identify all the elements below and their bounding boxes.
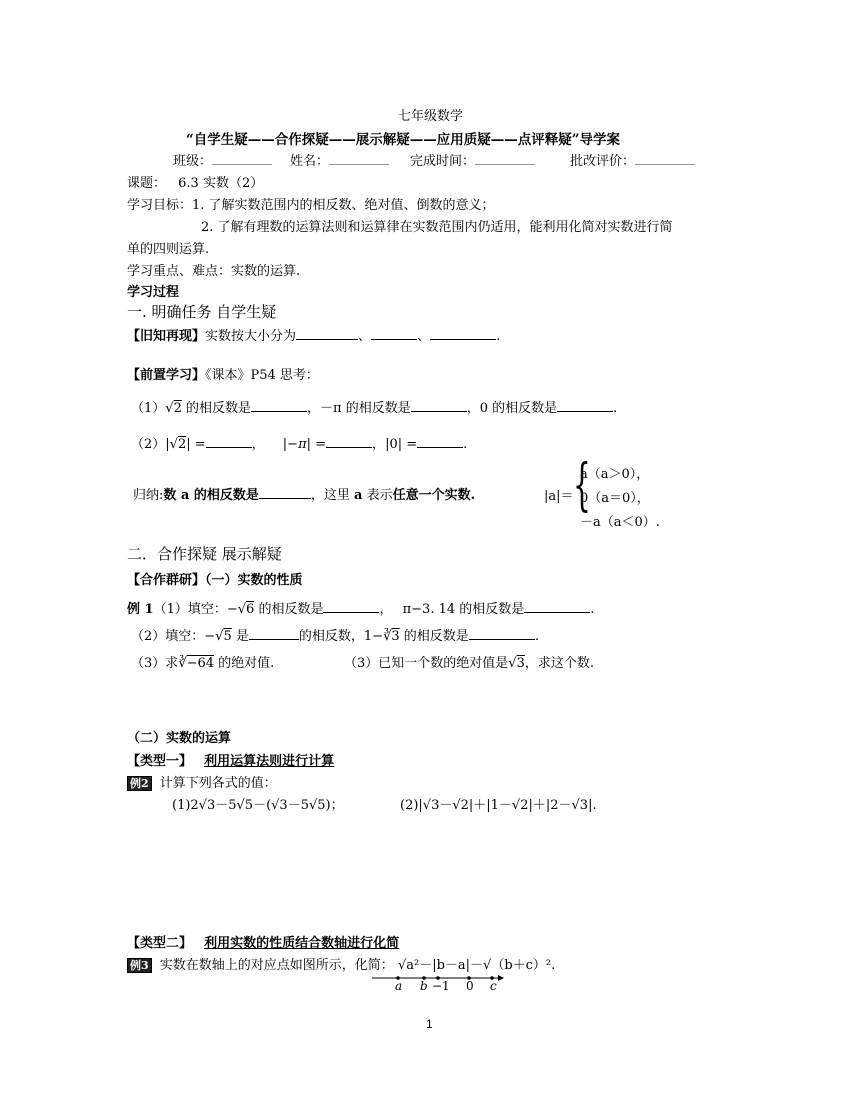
type1-line [127, 750, 334, 769]
ex2-text: 计算下列各式的值： [159, 776, 277, 791]
ex3-badge: 例3 [127, 958, 152, 973]
ex1-2c: 的相反数， [298, 629, 364, 644]
q1-blank-1[interactable] [251, 399, 307, 412]
summary-blank[interactable] [259, 486, 311, 499]
ex1-label: 例 1 [127, 602, 154, 617]
doc-subtitle: “自学生疑——合作探疑——展示解疑——应用质疑——点评释疑”导学案 [186, 132, 621, 148]
name-field[interactable] [290, 150, 389, 169]
preview-line [127, 364, 319, 383]
type1-title: 利用运算法则进行计算 [204, 754, 335, 769]
goal-2-line2: 单的四则运算. [127, 242, 210, 257]
ex1-line1: 例 1（1）填空：−√6 的相反数是 ， π−3. 14 的相反数是 . [127, 602, 595, 617]
focus-line: 学习重点、难点：实数的运算. [127, 264, 301, 279]
q1-b: ，－π 的相反数是 [307, 401, 411, 416]
review-blank-3[interactable] [430, 327, 496, 340]
grade-field[interactable] [570, 150, 695, 169]
q2-blank-3[interactable] [417, 435, 463, 448]
ex1-1c: π−3. 14 的相反数是 [402, 602, 525, 617]
ex1-line4 [344, 652, 594, 671]
ex1-1a: （1）填空： [153, 602, 227, 617]
one-minus-cbrt3-expr: 1−∛3 [363, 629, 400, 644]
ex1-3a: （3）求 [131, 656, 179, 671]
goal-1: 1. 了解实数范围内的相反数、绝对值、倒数的意义； [192, 198, 495, 213]
section2-heading: 二．合作探疑 展示解疑 [127, 545, 282, 563]
summary-a: a [354, 488, 363, 503]
ex2-problem-2: (2)|√3－√2|＋|1－√2|＋|2－√3|. [400, 798, 597, 813]
type1-tag: 【类型一】 [127, 754, 193, 769]
abs-zero-expr: |0| [385, 437, 403, 452]
sqrt3-expr: √3 [508, 656, 525, 671]
section3-title: （二）实数的运算 [127, 731, 232, 746]
goals-label: 学习目标： [127, 198, 193, 213]
ex1-line2: （2）填空：−√5 是 的相反数，1−∛3 的相反数是 . [131, 629, 539, 644]
q1-a: 的相反数是 [186, 401, 252, 416]
summary-mid: ，这里 [310, 488, 350, 503]
ex1-2d: 的相反数是 [403, 629, 469, 644]
ex1-2b: 是 [235, 629, 249, 644]
grade-label: 批改评价： [570, 154, 636, 169]
time-blank[interactable] [475, 152, 535, 165]
summary-bold: 数 a 的相反数是 [163, 488, 259, 503]
type2-title: 利用实数的性质结合数轴进行化简 [204, 936, 400, 951]
name-label: 姓名： [290, 154, 330, 169]
cbrt-neg64-expr: ∛−64 [178, 656, 215, 671]
type2-line [127, 932, 399, 951]
axis-label-b: b [420, 979, 428, 993]
time-label: 完成时间： [410, 154, 476, 169]
piecewise-case2: 0（a＝0）， [580, 491, 650, 506]
type2-tag: 【类型二】 [127, 936, 193, 951]
page-number: 1 [426, 1017, 433, 1031]
sqrt2-expr: √2 [165, 401, 182, 416]
topic-line [127, 172, 263, 191]
q2-blank-1[interactable] [206, 435, 252, 448]
preview-tag: 【前置学习】 [127, 368, 206, 383]
neg-sqrt6-expr: −√6 [226, 602, 255, 617]
class-label: 班级： [173, 154, 213, 169]
q1-blank-3[interactable] [557, 399, 613, 412]
ex1-1b: 的相反数是 [258, 602, 324, 617]
summary-mid2: 表示 [366, 488, 393, 503]
piecewise-brace: { [573, 453, 591, 518]
class-blank[interactable] [212, 152, 272, 165]
review-blank-1[interactable] [296, 327, 358, 340]
topic-value: 6.3 实数（2） [178, 176, 264, 191]
ex3-expr: √a²－|b－a|－√（b＋c）². [397, 958, 556, 973]
section1-heading: 一. 明确任务 自学生疑 [127, 303, 277, 321]
ex1-blank-1[interactable] [323, 600, 379, 613]
review-blank-2[interactable] [371, 327, 417, 340]
ex1-blank-2[interactable] [524, 600, 590, 613]
ex2-badge: 例2 [127, 776, 152, 791]
research-tag: 【合作群研】 [127, 573, 206, 588]
summary-line [133, 484, 475, 503]
ex1-2a: （2）填空： [131, 629, 205, 644]
review-tag: 【旧知再现】 [127, 329, 206, 344]
name-blank[interactable] [329, 152, 389, 165]
axis-label-neg1: −1 [432, 979, 450, 993]
piecewise-case3: －a（a＜0）. [580, 515, 660, 530]
piecewise-lhs: |a|＝ [544, 489, 574, 504]
ex1-blank-4[interactable] [469, 627, 535, 640]
review-text: 实数按大小分为 [205, 329, 297, 344]
ex1-blank-3[interactable] [249, 627, 299, 640]
grade-blank[interactable] [635, 152, 695, 165]
preview-text: 《课本》P54 思考： [205, 368, 319, 383]
ex1-3b: 的绝对值. [218, 656, 275, 671]
research-title: （一）实数的性质 [205, 573, 303, 588]
goals-line1 [127, 194, 495, 213]
axis-label-c: c [490, 979, 497, 993]
axis-label-a: a [395, 979, 403, 993]
q2-blank-2[interactable] [326, 435, 372, 448]
grade-title: 七年级数学 [398, 109, 464, 124]
ex3-text: 实数在数轴上的对应点如图所示，化简： [159, 958, 394, 973]
research-line [127, 569, 303, 588]
ex1-4b: ，求这个数. [524, 656, 594, 671]
ex1-line3 [131, 652, 274, 671]
goal-2-line1: 2. 了解有理数的运算法则和运算律在实数范围内仍适用，能利用化简对实数进行简 [201, 220, 673, 235]
axis-label-zero: 0 [466, 979, 474, 993]
abs-neg-pi-expr: |−π| [282, 437, 312, 452]
q1-line: （1）√2 的相反数是 ，－π 的相反数是 ，0 的相反数是 . [131, 401, 618, 416]
neg-sqrt5-expr: −√5 [204, 629, 232, 644]
number-line-arrow [498, 975, 504, 981]
ex2-problem-1: (1)2√3－5√5－(√3－5√5)； [172, 798, 344, 813]
ex2-line [127, 772, 277, 791]
topic-label: 课题： [127, 176, 167, 191]
q1-c: ，0 的相反数是 [466, 401, 558, 416]
ex1-4a: （3）已知一个数的绝对值是 [344, 656, 509, 671]
process-label: 学习过程 [127, 285, 180, 300]
piecewise-case1: a（a＞0）， [580, 467, 650, 482]
time-field[interactable] [410, 150, 535, 169]
abs-sqrt2-expr: |√2| [165, 437, 191, 452]
q1-prefix: （1） [131, 401, 166, 416]
q2-prefix: （2） [131, 437, 166, 452]
summary-prefix: 归纳: [133, 488, 164, 503]
review-line: 【旧知再现】实数按大小分为 、 、 . [127, 329, 501, 344]
class-field[interactable] [173, 150, 272, 169]
q2-line: （2）|√2| = ， |−π| = ，|0| = . [131, 437, 468, 452]
q1-blank-2[interactable] [411, 399, 467, 412]
summary-bold3: 任意一个实数. [392, 488, 476, 503]
